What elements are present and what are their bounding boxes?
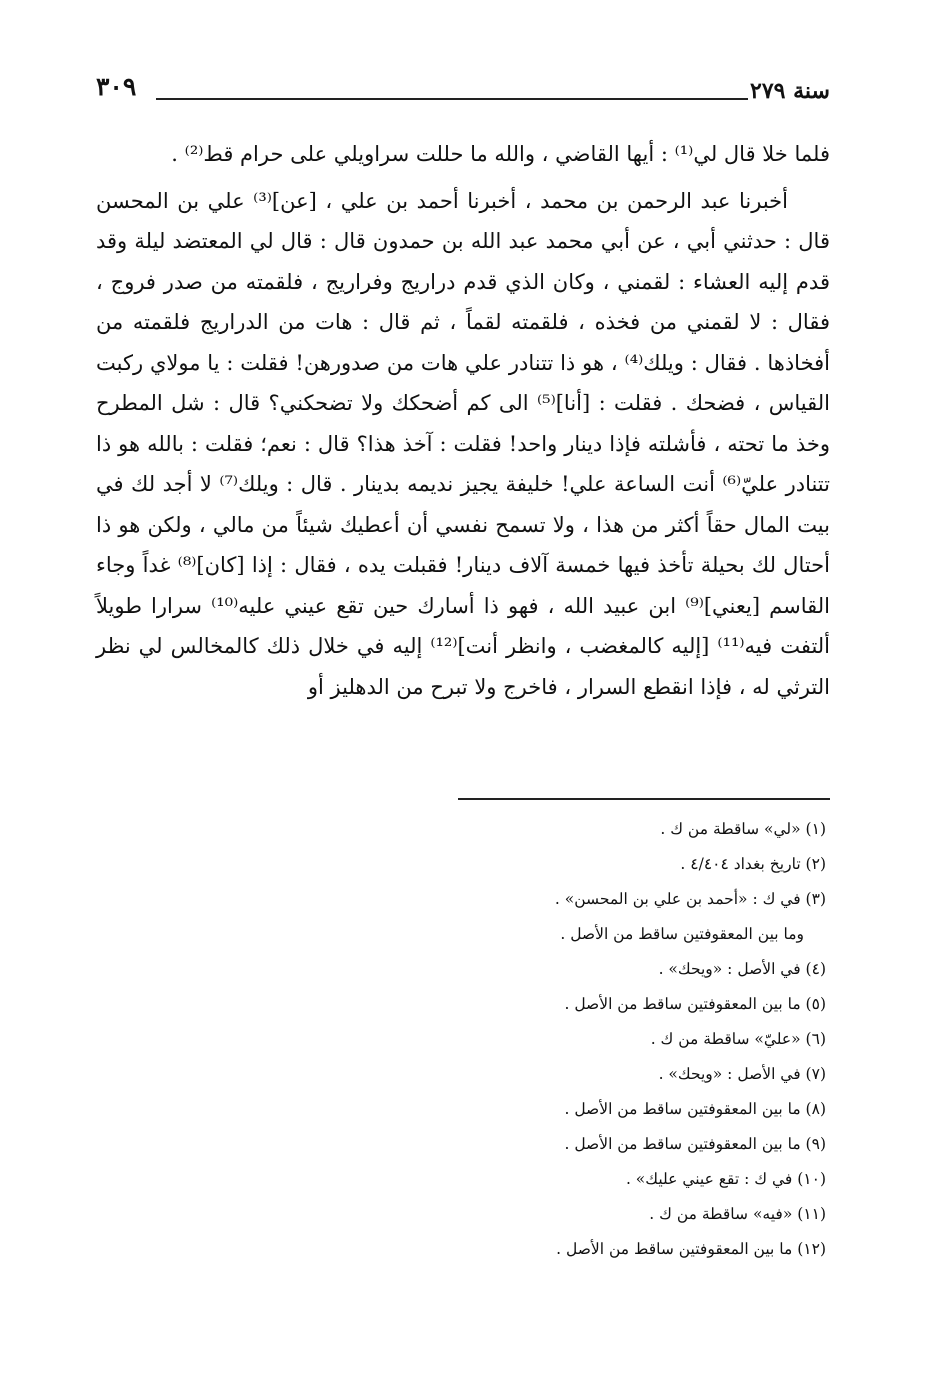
footnote-rule <box>458 798 830 800</box>
page-number: ٣٠٩ <box>96 72 137 101</box>
footnote: (٦) «عليّ» ساقطة من ك . <box>650 1030 826 1048</box>
running-header-year: سنة ٢٧٩ <box>750 78 830 104</box>
footnote: (٢) تاريخ بغداد ٤/٤٠٤ . <box>680 855 826 873</box>
body-paragraph: أخبرنا عبد الرحمن بن محمد ، أخبرنا أحمد بن علي ، [عن]⁽³⁾ علي بن المحسن قال : حدثني أبي ، عن أبي محمد عبد الله بن حمدون قال : قال لي المعتضد ليلة وقد قدم إليه العشاء : لقمني ، وكان الذي قدم دراريج وفراريج ، فلقمته من صدر فروج ، فقال : لا لقمني من فخذه ، فلقمته لقماً ، ثم قال : هات من الدراريج فلقمته من أفخاذها . فقال : ويلك⁽⁴⁾ ، هو ذا تتنادر علي هات من صدورهن! فقلت : يا مولاي ركبت القياس ، فضحك . فقلت : [أنا]⁽⁵⁾ الى كم أضحكك ولا تضحكني؟ قال : شل المطرح وخذ ما تحته ، فأشلته فإذا دينار واحد! فقلت : آخذ هذا؟ قال : نعم؛ فقلت : بالله هو ذا تتنادر عليّ⁽⁶⁾ أنت الساعة علي! خليفة يجيز نديمه بدينار . قال : ويلك⁽⁷⁾ لا أجد لك في بيت المال حقاً أكثر من هذا ، ولا تسمح نفسي أن أعطيك شيئاً من مالي ، ولكن هو ذا أحتال لك بحيلة تأخذ فيها خمسة آلاف دينار! فقبلت يده ، فقال : إذا [كان]⁽⁸⁾ غداً وجاء القاسم [يعني]⁽⁹⁾ ابن عبيد الله ، فهو ذا أسارك حين تقع عيني عليه⁽¹⁰⁾ سرارا طويلاً ألتفت فيه⁽¹¹⁾ [إليه كالمغضب ، وانظر أنت]⁽¹²⁾ إليه في خلال ذلك كالمخالس لي نظر الترثي له ، فإذا انقطع السرار ، فاخرج ولا تبرح من الدهليز أو <box>96 188 831 699</box>
footnote: (٩) ما بين المعقوفتين ساقط من الأصل . <box>564 1135 826 1153</box>
footnote: (١٢) ما بين المعقوفتين ساقط من الأصل . <box>556 1240 826 1258</box>
footnote-continuation: وما بين المعقوفتين ساقط من الأصل . <box>560 925 804 943</box>
footnote: (٥) ما بين المعقوفتين ساقط من الأصل . <box>564 995 826 1013</box>
footnote: (١٠) في ك : تقع عيني عليك» . <box>625 1170 826 1188</box>
footnote: (١) «لي» ساقطة من ك . <box>660 820 826 838</box>
footnotes <box>96 812 826 1267</box>
running-header <box>96 72 830 112</box>
body-paragraph: فلما خلا قال لي⁽¹⁾ : أيها القاضي ، والله ما حللت سراويلي على حرام قط⁽²⁾ . <box>171 142 830 166</box>
header-rule <box>156 98 748 100</box>
body-text <box>96 134 830 707</box>
footnote: (٨) ما بين المعقوفتين ساقط من الأصل . <box>564 1100 826 1118</box>
footnote: (٣) في ك : «أحمد بن علي بن المحسن» . <box>554 890 826 908</box>
footnote: (٤) في الأصل : «ويحك» . <box>658 960 826 978</box>
footnote: (١١) «فيه» ساقطة من ك . <box>649 1205 826 1223</box>
footnote: (٧) في الأصل : «ويحك» . <box>658 1065 826 1083</box>
